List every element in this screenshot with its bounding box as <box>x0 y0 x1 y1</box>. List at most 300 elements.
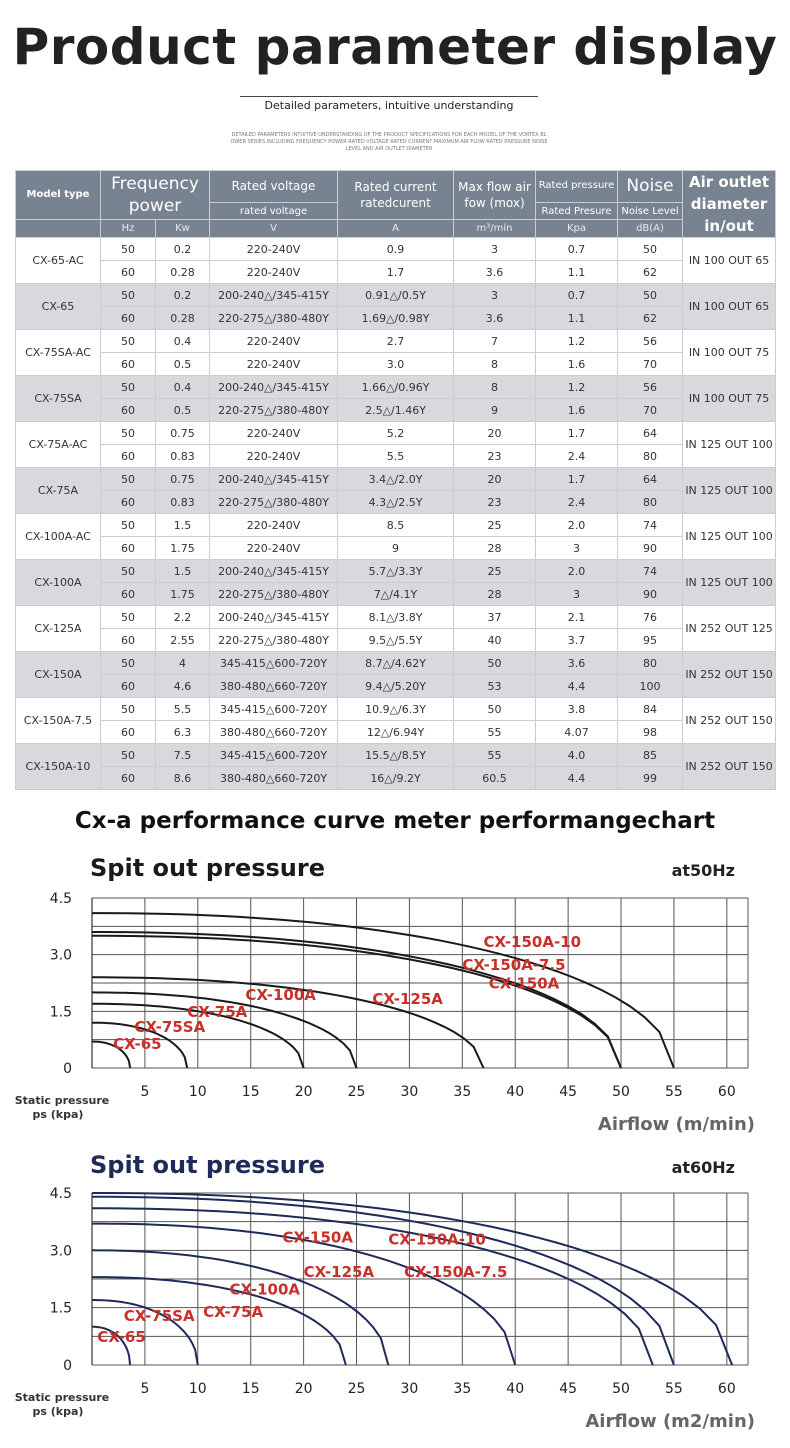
table-cell: 25 <box>454 560 536 583</box>
table-cell: 50 <box>101 238 156 261</box>
table-cell: 60 <box>101 399 156 422</box>
x-tick-label: 20 <box>294 1381 313 1397</box>
chart-subtitle: at60Hz <box>671 1158 735 1177</box>
table-cell: 345-415△600-720Y <box>210 652 338 675</box>
table-cell: 50 <box>101 698 156 721</box>
table-row <box>16 767 776 790</box>
table-cell: 3 <box>454 238 536 261</box>
table-cell: 220-275△/380-480Y <box>210 629 338 652</box>
y-tick-label: 3.0 <box>49 947 72 964</box>
unit-cell: m³/min <box>454 220 536 238</box>
diameter-cell: IN 252 OUT 150 <box>683 744 776 790</box>
header-flow: Max flow air fow (mox) <box>454 171 536 220</box>
table-cell: 99 <box>618 767 683 790</box>
table-row <box>16 652 776 675</box>
diameter-cell: IN 125 OUT 100 <box>683 560 776 606</box>
y-axis-label: Static pressure <box>14 1094 110 1107</box>
table-cell: 70 <box>618 353 683 376</box>
table-cell: 9 <box>454 399 536 422</box>
curve-label: CX-125A <box>372 989 443 1008</box>
table-cell: 200-240△/345-415Y <box>210 606 338 629</box>
table-cell: 3.8 <box>536 698 618 721</box>
curve-label: CX-100A <box>245 986 316 1004</box>
table-cell: 23 <box>454 445 536 468</box>
table-cell: 0.2 <box>156 238 210 261</box>
curve-label: CX-75SA <box>134 1018 206 1037</box>
table-cell: 62 <box>618 261 683 284</box>
table-cell: 37 <box>454 606 536 629</box>
table-row <box>16 629 776 652</box>
table-cell: 9.4△/5.20Y <box>338 675 454 698</box>
table-cell: 7.5 <box>156 744 210 767</box>
table-cell: 0.28 <box>156 307 210 330</box>
table-cell: 1.1 <box>536 307 618 330</box>
table-cell: 7 <box>454 330 536 353</box>
table-cell: 2.5△/1.46Y <box>338 399 454 422</box>
x-tick-label: 5 <box>140 1084 150 1100</box>
table-cell: 1.6 <box>536 399 618 422</box>
diameter-cell: IN 252 OUT 125 <box>683 606 776 652</box>
x-tick-label: 50 <box>612 1084 630 1100</box>
header-diameter: Air outlet diameter in/out <box>683 171 776 238</box>
header-pressure-sub: Rated Presure <box>536 202 618 220</box>
table-row <box>16 284 776 307</box>
table-cell: 62 <box>618 307 683 330</box>
table-row <box>16 307 776 330</box>
model-cell: CX-65 <box>16 284 101 330</box>
y-tick-label: 4.5 <box>49 1186 72 1202</box>
table-cell: 0.28 <box>156 261 210 284</box>
table-row <box>16 330 776 353</box>
table-cell: 380-480△660-720Y <box>210 675 338 698</box>
curve-label: CX-150A-10 <box>483 933 582 952</box>
table-cell: 50 <box>101 330 156 353</box>
model-cell: CX-75SA-AC <box>16 330 101 376</box>
table-cell: 60 <box>101 675 156 698</box>
curve-label: CX-125A <box>303 1263 375 1282</box>
table-cell: 9.5△/5.5Y <box>338 629 454 652</box>
x-tick-label: 40 <box>506 1084 525 1100</box>
table-cell: 1.5 <box>156 560 210 583</box>
model-cell: CX-100A-AC <box>16 514 101 560</box>
chart-title: Spit out pressure <box>90 1151 325 1179</box>
table-cell: 1.7 <box>338 261 454 284</box>
table-cell: 80 <box>618 445 683 468</box>
diameter-cell: IN 125 OUT 100 <box>683 422 776 468</box>
table-cell: 50 <box>618 284 683 307</box>
chart-subtitle: at50Hz <box>671 861 735 880</box>
table-cell: 25 <box>454 514 536 537</box>
table-row <box>16 514 776 537</box>
x-tick-label: 50 <box>612 1381 630 1397</box>
table-row <box>16 422 776 445</box>
table-cell: 5.7△/3.3Y <box>338 560 454 583</box>
x-tick-label: 10 <box>188 1381 207 1397</box>
table-cell: 8 <box>454 353 536 376</box>
table-row <box>16 721 776 744</box>
diameter-cell: IN 252 OUT 150 <box>683 698 776 744</box>
table-row <box>16 583 776 606</box>
table-cell: 95 <box>618 629 683 652</box>
table-cell: 15.5△/8.5Y <box>338 744 454 767</box>
table-cell: 50 <box>618 238 683 261</box>
model-cell: CX-125A <box>16 606 101 652</box>
table-cell: 23 <box>454 491 536 514</box>
model-cell: CX-75A <box>16 468 101 514</box>
table-row <box>16 491 776 514</box>
table-cell: 3.0 <box>338 353 454 376</box>
x-tick-label: 30 <box>400 1381 419 1397</box>
table-cell: 5.5 <box>156 698 210 721</box>
table-cell: 50 <box>101 422 156 445</box>
table-cell: 7△/4.1Y <box>338 583 454 606</box>
table-cell: 74 <box>618 560 683 583</box>
header-voltage: Rated voltage <box>210 171 338 203</box>
unit-blank <box>16 220 101 238</box>
table-cell: 2.4 <box>536 445 618 468</box>
table-cell: 50 <box>101 514 156 537</box>
table-cell: 2.7 <box>338 330 454 353</box>
table-cell: 60 <box>101 537 156 560</box>
diameter-cell: IN 100 OUT 75 <box>683 376 776 422</box>
curve-label: CX-75SA <box>123 1307 195 1326</box>
table-cell: 60 <box>101 491 156 514</box>
table-cell: 1.7 <box>536 468 618 491</box>
table-cell: 53 <box>454 675 536 698</box>
table-cell: 56 <box>618 376 683 399</box>
y-tick-label: 1.5 <box>49 1300 72 1317</box>
curve-label: CX-65 <box>113 1035 162 1054</box>
table-cell: 3 <box>454 284 536 307</box>
table-cell: 1.69△/0.98Y <box>338 307 454 330</box>
x-axis-label: Airflow (m/min) <box>597 1114 755 1135</box>
table-cell: 1.2 <box>536 330 618 353</box>
table-row <box>16 399 776 422</box>
spec-table-body <box>16 238 776 790</box>
table-cell: 80 <box>618 652 683 675</box>
table-cell: 220-275△/380-480Y <box>210 307 338 330</box>
table-cell: 0.4 <box>156 376 210 399</box>
table-cell: 0.7 <box>536 238 618 261</box>
curve-label: CX-150A <box>488 974 560 993</box>
table-cell: 4.4 <box>536 767 618 790</box>
model-cell: CX-150A-7.5 <box>16 698 101 744</box>
table-cell: 28 <box>454 537 536 560</box>
table-cell: 60 <box>101 307 156 330</box>
x-tick-label: 20 <box>294 1084 313 1100</box>
table-cell: 0.91△/0.5Y <box>338 284 454 307</box>
table-cell: 60 <box>101 767 156 790</box>
y-axis-label-unit: ps (kpa) <box>32 1405 84 1418</box>
table-cell: 200-240△/345-415Y <box>210 560 338 583</box>
curve-cx-150a <box>92 1208 653 1365</box>
table-cell: 10.9△/6.3Y <box>338 698 454 721</box>
table-cell: 1.75 <box>156 583 210 606</box>
table-cell: 220-275△/380-480Y <box>210 399 338 422</box>
model-cell: CX-75A-AC <box>16 422 101 468</box>
table-row <box>16 376 776 399</box>
table-cell: 200-240△/345-415Y <box>210 284 338 307</box>
x-tick-label: 55 <box>665 1084 683 1100</box>
unit-cell: dB(A) <box>618 220 683 238</box>
table-cell: 220-240V <box>210 422 338 445</box>
table-cell: 84 <box>618 698 683 721</box>
table-cell: 220-240V <box>210 353 338 376</box>
table-cell: 3.6 <box>536 652 618 675</box>
header-pressure: Rated pressure <box>536 171 618 203</box>
table-cell: 0.83 <box>156 445 210 468</box>
diameter-cell: IN 125 OUT 100 <box>683 468 776 514</box>
table-cell: 220-240V <box>210 238 338 261</box>
diameter-cell: IN 100 OUT 75 <box>683 330 776 376</box>
x-tick-label: 35 <box>453 1084 472 1100</box>
table-cell: 0.4 <box>156 330 210 353</box>
curve-label: CX-75A <box>187 1003 248 1021</box>
curve-label: CX-150A-7.5 <box>404 1263 508 1282</box>
table-cell: 8.1△/3.8Y <box>338 606 454 629</box>
subtitle-text: Detailed parameters, intuitive understanding <box>264 99 514 112</box>
table-cell: 76 <box>618 606 683 629</box>
table-cell: 12△/6.94Y <box>338 721 454 744</box>
table-row <box>16 675 776 698</box>
unit-cell: Hz <box>101 220 156 238</box>
table-cell: 220-240V <box>210 445 338 468</box>
table-cell: 60 <box>101 629 156 652</box>
table-cell: 40 <box>454 629 536 652</box>
table-row <box>16 698 776 721</box>
unit-cell: V <box>210 220 338 238</box>
table-row <box>16 238 776 261</box>
header-frequency-power <box>101 171 210 220</box>
header-model: Model type <box>16 171 101 220</box>
curve-label: CX-65 <box>97 1328 146 1347</box>
table-cell: 60 <box>101 353 156 376</box>
table-cell: 3 <box>536 537 618 560</box>
curve-label: CX-150A <box>282 1228 353 1247</box>
y-tick-label: 3.0 <box>49 1243 72 1260</box>
table-cell: 345-415△600-720Y <box>210 698 338 721</box>
table-cell: 345-415△600-720Y <box>210 744 338 767</box>
table-cell: 85 <box>618 744 683 767</box>
table-cell: 50 <box>454 698 536 721</box>
table-cell: 80 <box>618 491 683 514</box>
table-cell: 50 <box>101 560 156 583</box>
table-row <box>16 468 776 491</box>
table-cell: 220-240V <box>210 330 338 353</box>
table-cell: 4 <box>156 652 210 675</box>
y-axis-label-unit: ps (kpa) <box>32 1108 84 1121</box>
x-tick-label: 60 <box>717 1381 736 1397</box>
table-cell: 2.4 <box>536 491 618 514</box>
table-cell: 70 <box>618 399 683 422</box>
x-tick-label: 45 <box>559 1381 578 1397</box>
x-tick-label: 5 <box>140 1381 150 1397</box>
model-cell: CX-150A-10 <box>16 744 101 790</box>
table-cell: 3 <box>536 583 618 606</box>
table-cell: 3.6 <box>454 307 536 330</box>
x-tick-label: 40 <box>506 1381 525 1397</box>
table-row <box>16 353 776 376</box>
table-cell: 2.0 <box>536 514 618 537</box>
diameter-cell: IN 100 OUT 65 <box>683 238 776 284</box>
table-cell: 50 <box>101 652 156 675</box>
table-cell: 50 <box>101 284 156 307</box>
table-cell: 220-275△/380-480Y <box>210 583 338 606</box>
table-cell: 6.3 <box>156 721 210 744</box>
table-cell: 3.6 <box>454 261 536 284</box>
table-cell: 28 <box>454 583 536 606</box>
table-cell: 16△/9.2Y <box>338 767 454 790</box>
table-cell: 4.07 <box>536 721 618 744</box>
table-cell: 2.0 <box>536 560 618 583</box>
table-cell: 100 <box>618 675 683 698</box>
table-cell: 64 <box>618 422 683 445</box>
x-tick-label: 25 <box>347 1084 366 1100</box>
page-title: Product parameter display <box>12 18 778 76</box>
table-cell: 200-240△/345-415Y <box>210 376 338 399</box>
table-cell: 55 <box>454 744 536 767</box>
header-power: power <box>128 196 182 217</box>
x-tick-label: 35 <box>453 1381 472 1397</box>
y-tick-label: 1.5 <box>49 1004 72 1021</box>
table-cell: 1.6 <box>536 353 618 376</box>
header-voltage-sub: rated voltage <box>210 202 338 220</box>
diameter-cell: IN 125 OUT 100 <box>683 514 776 560</box>
table-cell: 0.5 <box>156 353 210 376</box>
x-tick-label: 60 <box>717 1084 736 1100</box>
table-cell: 1.1 <box>536 261 618 284</box>
table-cell: 60 <box>101 721 156 744</box>
table-cell: 9 <box>338 537 454 560</box>
model-cell: CX-100A <box>16 560 101 606</box>
chart-title: Spit out pressure <box>90 854 325 882</box>
table-cell: 8.6 <box>156 767 210 790</box>
y-axis-label: Static pressure <box>14 1391 110 1404</box>
table-cell: 90 <box>618 537 683 560</box>
table-cell: 60 <box>101 261 156 284</box>
curve-label: CX-150A-7.5 <box>462 955 566 974</box>
table-cell: 1.7 <box>536 422 618 445</box>
unit-cell: Kw <box>156 220 210 238</box>
table-cell: 380-480△660-720Y <box>210 767 338 790</box>
x-tick-label: 10 <box>188 1084 207 1100</box>
y-tick-label: 0 <box>63 1061 72 1077</box>
table-cell: 50 <box>101 606 156 629</box>
table-cell: 0.2 <box>156 284 210 307</box>
x-tick-label: 30 <box>400 1084 419 1100</box>
y-tick-label: 0 <box>63 1358 72 1374</box>
table-cell: 380-480△660-720Y <box>210 721 338 744</box>
table-cell: 64 <box>618 468 683 491</box>
table-cell: 0.5 <box>156 399 210 422</box>
curve-label: CX-150A-10 <box>388 1230 486 1249</box>
x-tick-label: 15 <box>241 1084 260 1100</box>
table-cell: 220-240V <box>210 514 338 537</box>
curve-label: CX-100A <box>229 1280 301 1299</box>
table-cell: 2.2 <box>156 606 210 629</box>
table-cell: 4.0 <box>536 744 618 767</box>
table-cell: 1.75 <box>156 537 210 560</box>
table-cell: 50 <box>101 376 156 399</box>
x-tick-label: 45 <box>559 1084 578 1100</box>
unit-cell: A <box>338 220 454 238</box>
table-cell: 56 <box>618 330 683 353</box>
table-cell: 74 <box>618 514 683 537</box>
curve-label: CX-75A <box>203 1303 264 1322</box>
table-cell: 3.7 <box>536 629 618 652</box>
diameter-cell: IN 100 OUT 65 <box>683 284 776 330</box>
subtitle <box>240 96 538 113</box>
x-axis-label: Airflow (m2/min) <box>585 1411 755 1432</box>
table-cell: 8 <box>454 376 536 399</box>
table-cell: 220-240V <box>210 261 338 284</box>
table-cell: 0.83 <box>156 491 210 514</box>
y-tick-label: 4.5 <box>49 891 72 907</box>
unit-cell: Kpa <box>536 220 618 238</box>
table-cell: 5.5 <box>338 445 454 468</box>
table-cell: 1.2 <box>536 376 618 399</box>
table-row <box>16 537 776 560</box>
table-cell: 20 <box>454 468 536 491</box>
performance-chart-60hz <box>0 1145 790 1445</box>
table-cell: 220-275△/380-480Y <box>210 491 338 514</box>
model-cell: CX-65-AC <box>16 238 101 284</box>
header-frequency: Frequency <box>111 174 199 195</box>
spec-table <box>15 170 776 790</box>
table-row <box>16 261 776 284</box>
header-noise: Noise <box>618 171 683 203</box>
x-tick-label: 25 <box>347 1381 366 1397</box>
table-cell: 0.9 <box>338 238 454 261</box>
table-cell: 200-240△/345-415Y <box>210 468 338 491</box>
diameter-cell: IN 252 OUT 150 <box>683 652 776 698</box>
table-cell: 60 <box>101 583 156 606</box>
x-tick-label: 15 <box>241 1381 260 1397</box>
fine-print: DETAILED PARAMETERS INTUITIVE UNDERSTANDING OF THE PRODUCT SPECIFICATIONS FOR EACH MODEL OF THE VORTEX BLOWER SERIES INCLUDING FREQUENCY POWER RATED VOLTAGE RATED CURRENT MAXIMUM AIR FLOW RATED PRESSURE NOISE LEVEL AND AIR OUTLET DIAMETER <box>230 132 548 152</box>
table-cell: 90 <box>618 583 683 606</box>
table-cell: 2.1 <box>536 606 618 629</box>
table-cell: 2.55 <box>156 629 210 652</box>
table-cell: 8.5 <box>338 514 454 537</box>
table-cell: 0.7 <box>536 284 618 307</box>
table-row <box>16 560 776 583</box>
table-cell: 60 <box>101 445 156 468</box>
table-cell: 20 <box>454 422 536 445</box>
table-cell: 98 <box>618 721 683 744</box>
table-cell: 50 <box>101 468 156 491</box>
performance-chart-50hz <box>0 848 790 1140</box>
charts-title: Cx-a performance curve meter performangechart <box>74 808 716 834</box>
table-cell: 1.5 <box>156 514 210 537</box>
x-tick-label: 55 <box>665 1381 683 1397</box>
header-noise-sub: Noise Level <box>618 202 683 220</box>
table-cell: 50 <box>101 744 156 767</box>
table-row <box>16 606 776 629</box>
table-cell: 55 <box>454 721 536 744</box>
table-cell: 220-240V <box>210 537 338 560</box>
table-cell: 60.5 <box>454 767 536 790</box>
table-row <box>16 445 776 468</box>
table-cell: 4.4 <box>536 675 618 698</box>
model-cell: CX-75SA <box>16 376 101 422</box>
header-current: Rated current ratedcurent <box>338 171 454 220</box>
table-cell: 0.75 <box>156 468 210 491</box>
table-cell: 1.66△/0.96Y <box>338 376 454 399</box>
table-cell: 4.6 <box>156 675 210 698</box>
table-cell: 4.3△/2.5Y <box>338 491 454 514</box>
table-row <box>16 744 776 767</box>
model-cell: CX-150A <box>16 652 101 698</box>
